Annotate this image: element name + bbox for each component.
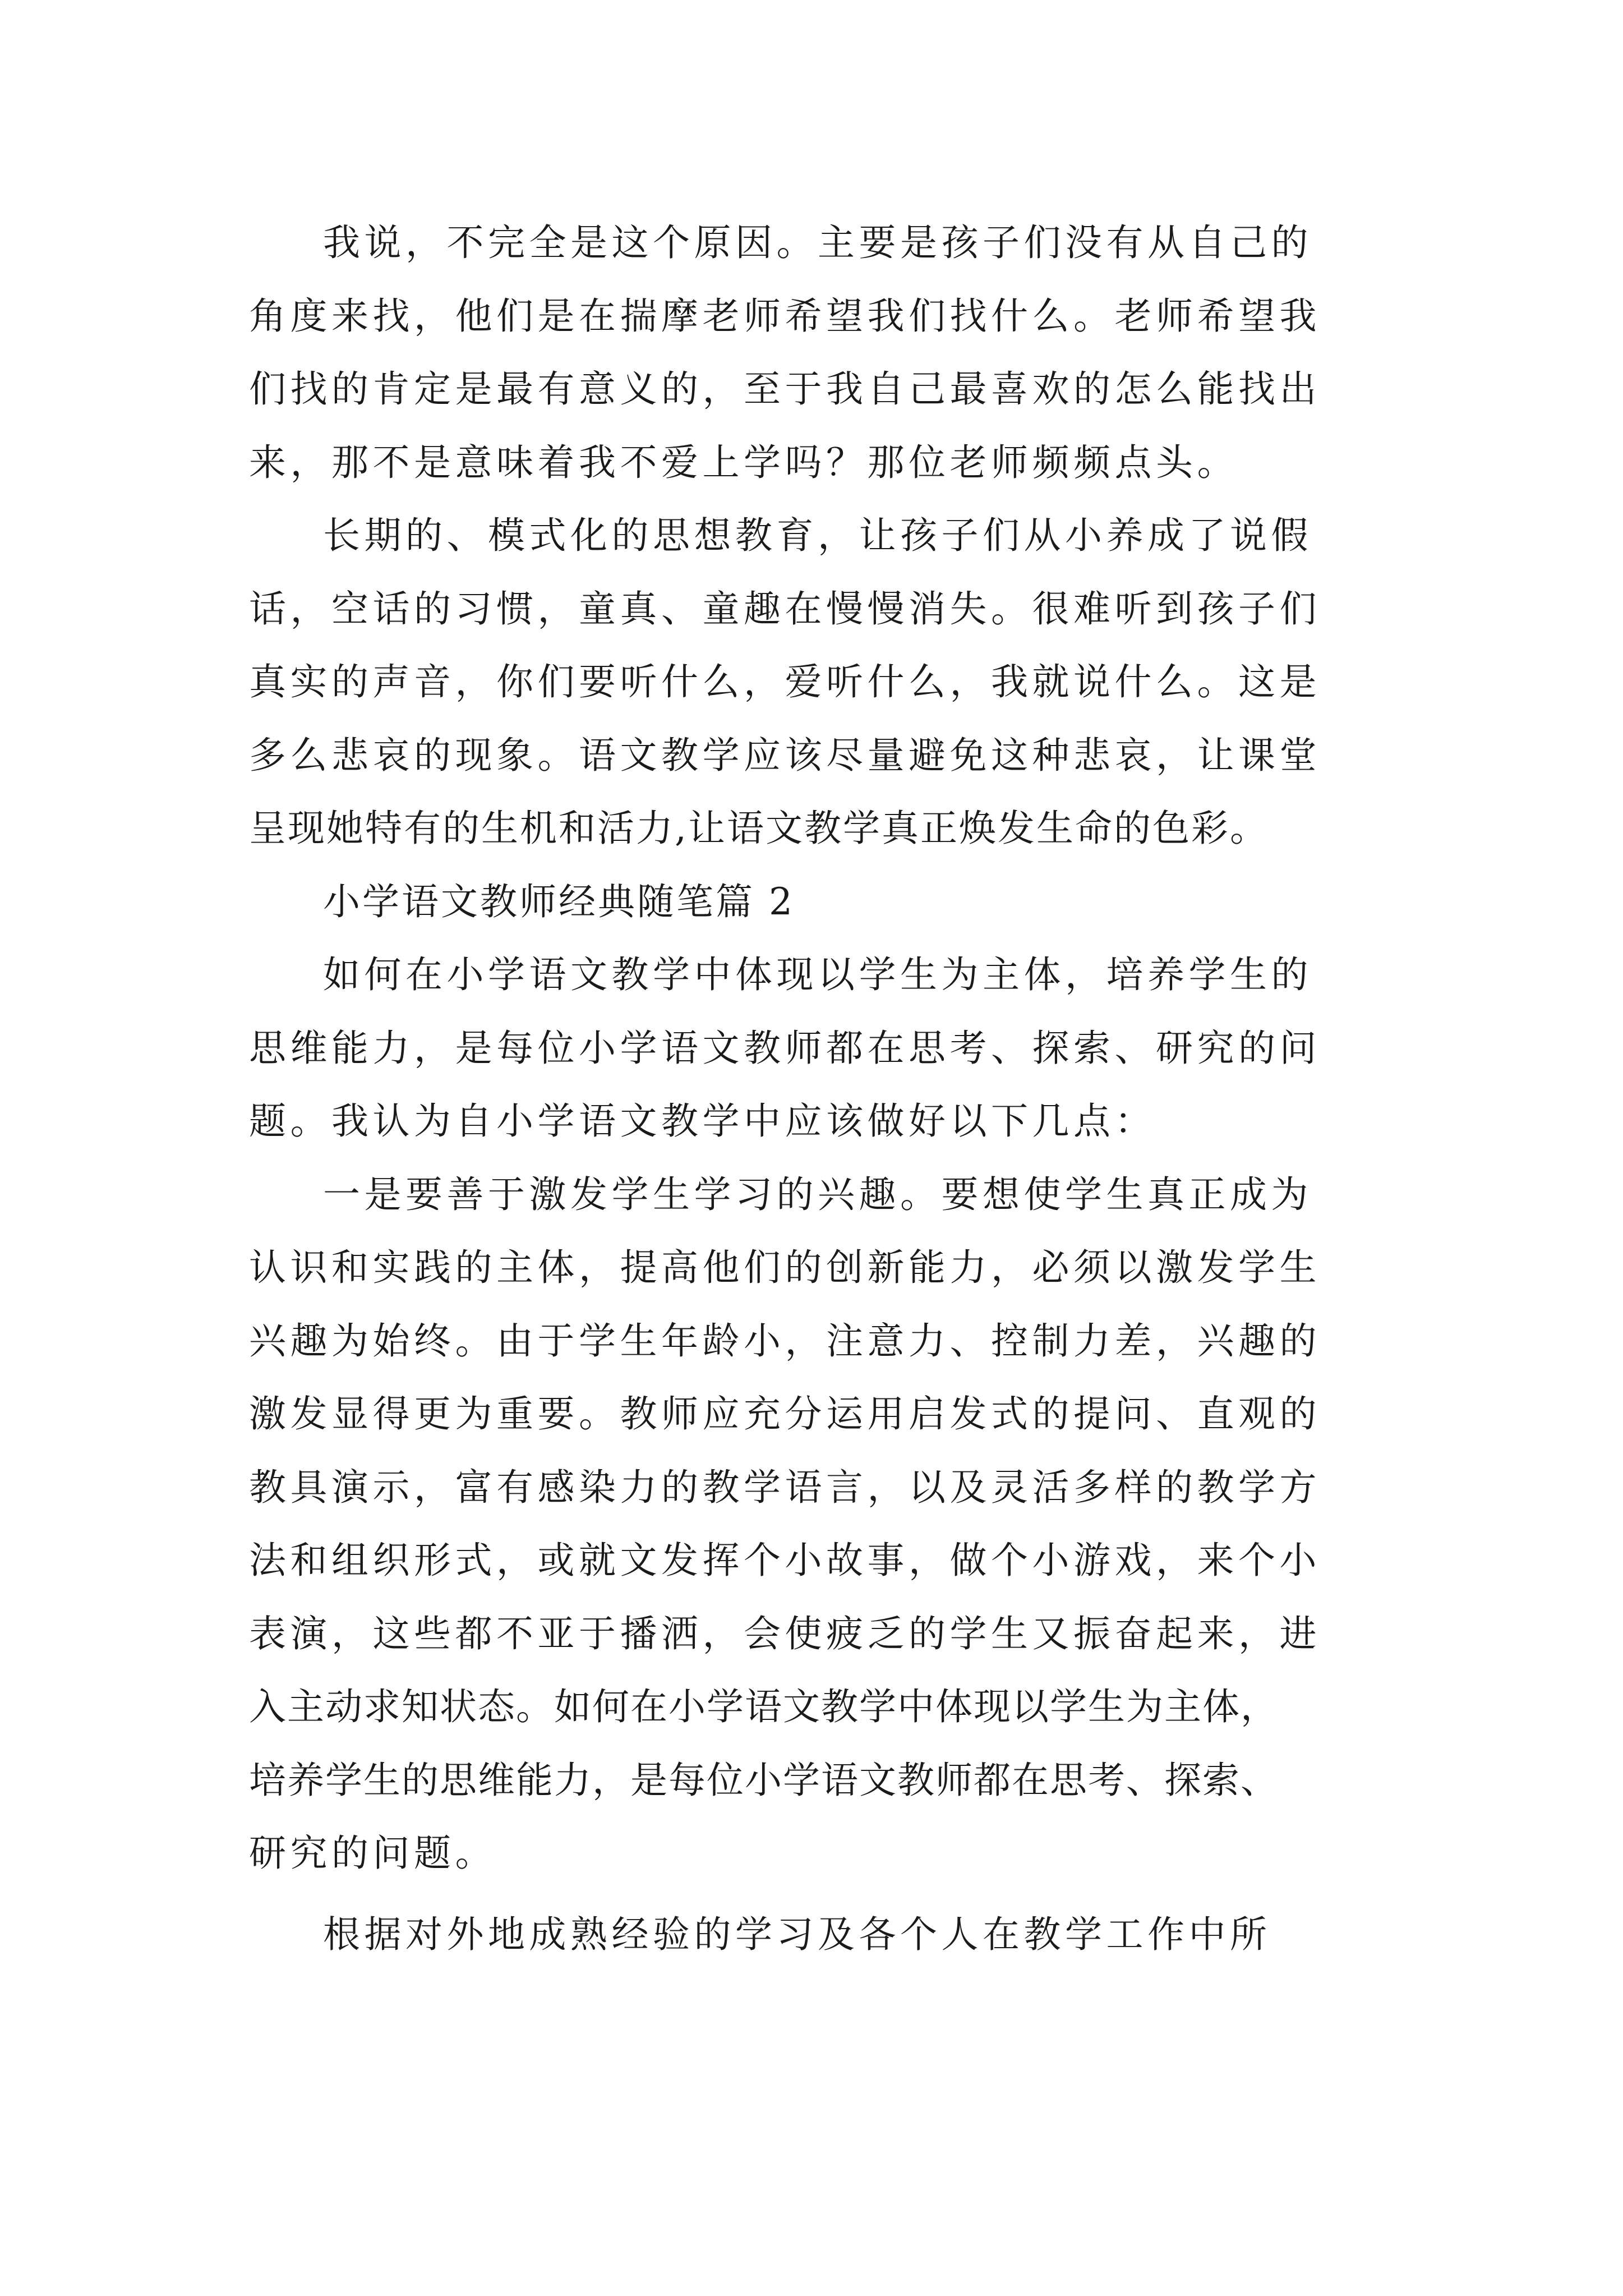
text-line: 法和组织形式，或就文发挥个小故事，做个小游戏，来个小 <box>249 1539 1321 1582</box>
text-line: 多么悲哀的现象。语文教学应该尽量避免这种悲哀，让课堂 <box>249 733 1321 777</box>
text-line: 长期的、模式化的思想教育，让孩子们从小养成了说假 <box>323 514 1312 557</box>
text-line: 题。我认为自小学语文教学中应该做好以下几点： <box>249 1099 1156 1143</box>
text-line: 们找的肯定是最有意义的，至于我自己最喜欢的怎么能找出 <box>249 367 1321 411</box>
paragraph <box>249 499 1387 866</box>
text-line: 我说，不完全是这个原因。主要是孩子们没有从自己的 <box>323 221 1312 264</box>
text-line: 根据对外地成熟经验的学习及各个人在教学工作中所 <box>323 1912 1271 1956</box>
paragraph <box>249 1158 1387 1890</box>
text-line: 教具演示，富有感染力的教学语言，以及灵活多样的教学方 <box>249 1465 1321 1509</box>
body-text <box>249 206 1387 1971</box>
text-line: 入主动求知状态。如何在小学语文教学中体现以学生为主体， <box>249 1685 1279 1728</box>
text-line: 表演，这些都不亚于播洒，会使疲乏的学生又振奋起来，进 <box>249 1612 1321 1655</box>
text-line: 话，空话的习惯，童真、童趣在慢慢消失。很难听到孩子们 <box>249 587 1321 631</box>
paragraph <box>249 206 1387 499</box>
heading-text: 小学语文教师经典随笔篇 2 <box>323 880 795 923</box>
text-line: 如何在小学语文教学中体现以学生为主体，培养学生的 <box>323 953 1312 996</box>
text-line: 思维能力，是每位小学语文教师都在思考、探索、研究的问 <box>249 1026 1321 1070</box>
text-line: 研究的问题。 <box>249 1832 496 1875</box>
text-line: 认识和实践的主体，提高他们的创新能力，必须以激发学生 <box>249 1246 1321 1289</box>
paragraph <box>249 1898 1387 1972</box>
text-line: 呈现她特有的生机和活力,让语文教学真正焕发生命的色彩。 <box>249 807 1269 850</box>
text-line: 一是要善于激发学生学习的兴趣。要想使学生真正成为 <box>323 1172 1312 1216</box>
text-line: 激发显得更为重要。教师应充分运用启发式的提问、直观的 <box>249 1392 1321 1435</box>
section-heading <box>249 866 1387 939</box>
text-line: 真实的声音，你们要听什么，爱听什么，我就说什么。这是 <box>249 660 1321 703</box>
text-line: 来，那不是意味着我不爱上学吗？那位老师频频点头。 <box>249 440 1238 484</box>
text-line: 角度来找，他们是在揣摩老师希望我们找什么。老师希望我 <box>249 294 1321 338</box>
text-line: 培养学生的思维能力，是每位小学语文教师都在思考、探索、 <box>249 1758 1279 1802</box>
paragraph <box>249 938 1387 1158</box>
text-line: 兴趣为始终。由于学生年龄小，注意力、控制力差，兴趣的 <box>249 1319 1321 1363</box>
